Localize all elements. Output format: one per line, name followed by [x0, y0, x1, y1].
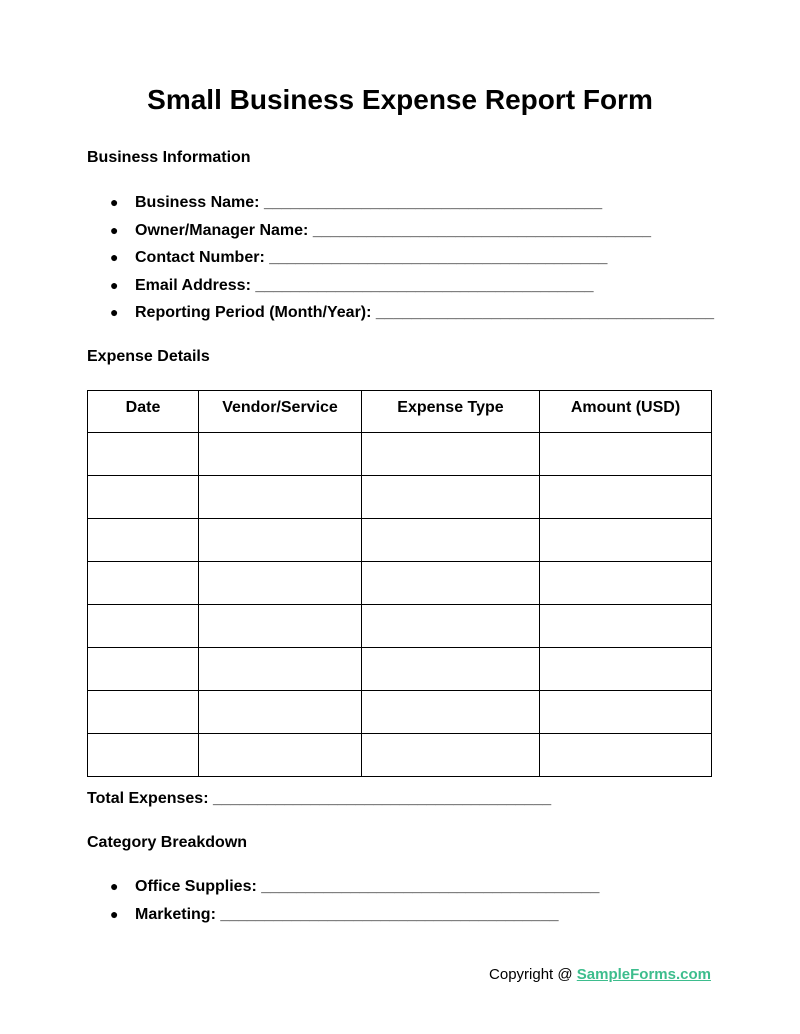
bullet-icon: ●: [110, 304, 119, 321]
table-cell[interactable]: [362, 519, 540, 562]
total-expenses-field: [87, 790, 551, 808]
table-cell[interactable]: [362, 734, 540, 777]
table-cell[interactable]: [199, 734, 362, 777]
table-row: [88, 433, 712, 476]
field-label: Office Supplies:: [135, 878, 257, 895]
table-row: [88, 476, 712, 519]
table-cell[interactable]: [362, 476, 540, 519]
page-title: Small Business Expense Report Form: [147, 84, 653, 115]
contact-number-field: [87, 244, 714, 272]
business-name-input-line[interactable]: ______________________________________: [263, 194, 603, 211]
table-row: [88, 734, 712, 777]
contact-number-input-line[interactable]: ______________________________________: [269, 249, 608, 267]
reporting-period-input-line[interactable]: ______________________________________: [375, 304, 715, 322]
bullet-icon: ●: [110, 878, 119, 894]
table-cell[interactable]: [199, 433, 362, 476]
table-cell[interactable]: [362, 605, 540, 648]
table-cell[interactable]: [199, 519, 362, 562]
reporting-period-field: [87, 299, 714, 327]
marketing-field: [87, 901, 599, 929]
table-cell[interactable]: [540, 691, 712, 734]
table-cell[interactable]: [199, 476, 362, 519]
field-label: Marketing:: [135, 905, 216, 923]
table-row: [88, 605, 712, 648]
table-cell[interactable]: [540, 476, 712, 519]
total-expenses-input-line[interactable]: ______________________________________: [212, 790, 552, 807]
table-cell[interactable]: [88, 562, 199, 605]
business-name-field: [87, 189, 714, 217]
table-header-row: [88, 391, 712, 433]
email-address-input-line[interactable]: ______________________________________: [255, 276, 594, 294]
table-cell[interactable]: [199, 691, 362, 734]
table-cell[interactable]: [362, 562, 540, 605]
marketing-input-line[interactable]: ______________________________________: [220, 905, 559, 923]
table-cell[interactable]: [362, 433, 540, 476]
expense-table: [87, 390, 712, 777]
brand-link[interactable]: SampleForms.com: [576, 966, 711, 983]
table-cell[interactable]: [362, 648, 540, 691]
table-cell[interactable]: [199, 605, 362, 648]
table-row: [88, 519, 712, 562]
table-cell[interactable]: [540, 605, 712, 648]
field-label: Reporting Period (Month/Year):: [135, 304, 372, 322]
column-header-expense-type: Expense Type: [362, 391, 540, 433]
bullet-icon: ●: [110, 221, 119, 238]
field-label: Business Name:: [135, 194, 260, 211]
table-cell[interactable]: [540, 734, 712, 777]
table-cell[interactable]: [540, 519, 712, 562]
table-cell[interactable]: [88, 476, 199, 519]
table-cell[interactable]: [199, 648, 362, 691]
table-cell[interactable]: [88, 691, 199, 734]
bullet-icon: ●: [110, 276, 119, 293]
email-address-field: [87, 272, 714, 300]
table-row: [88, 562, 712, 605]
bullet-icon: ●: [110, 905, 119, 922]
bullet-icon: ●: [110, 249, 119, 266]
office-supplies-field: [87, 873, 599, 901]
category-breakdown-heading: Category Breakdown: [87, 834, 248, 851]
column-header-vendor-service: Vendor/Service: [199, 391, 362, 433]
table-row: [88, 691, 712, 734]
field-label: Contact Number:: [135, 249, 265, 267]
total-expenses-label: Total Expenses:: [87, 790, 209, 807]
owner-manager-name-field: [87, 217, 714, 245]
copyright-text: Copyright @: [489, 966, 577, 983]
table-row: [88, 648, 712, 691]
field-label: Email Address:: [135, 276, 251, 294]
column-header-date: Date: [88, 391, 199, 433]
expense-details-heading: Expense Details: [87, 348, 210, 365]
table-cell[interactable]: [540, 562, 712, 605]
table-cell[interactable]: [540, 648, 712, 691]
category-breakdown-list: [87, 873, 599, 928]
owner-manager-name-input-line[interactable]: ______________________________________: [312, 221, 651, 239]
table-cell[interactable]: [540, 433, 712, 476]
table-cell[interactable]: [362, 691, 540, 734]
column-header-amount: Amount (USD): [540, 391, 712, 433]
table-cell[interactable]: [88, 734, 199, 777]
office-supplies-input-line[interactable]: ______________________________________: [261, 878, 600, 895]
business-info-heading: Business Information: [87, 149, 251, 166]
table-cell[interactable]: [199, 562, 362, 605]
bullet-icon: ●: [110, 194, 119, 210]
expense-table-body: [88, 433, 712, 777]
table-cell[interactable]: [88, 605, 199, 648]
footer: [489, 966, 711, 983]
table-cell[interactable]: [88, 648, 199, 691]
business-info-list: [87, 189, 714, 327]
table-cell[interactable]: [88, 433, 199, 476]
field-label: Owner/Manager Name:: [135, 221, 309, 239]
table-cell[interactable]: [88, 519, 199, 562]
